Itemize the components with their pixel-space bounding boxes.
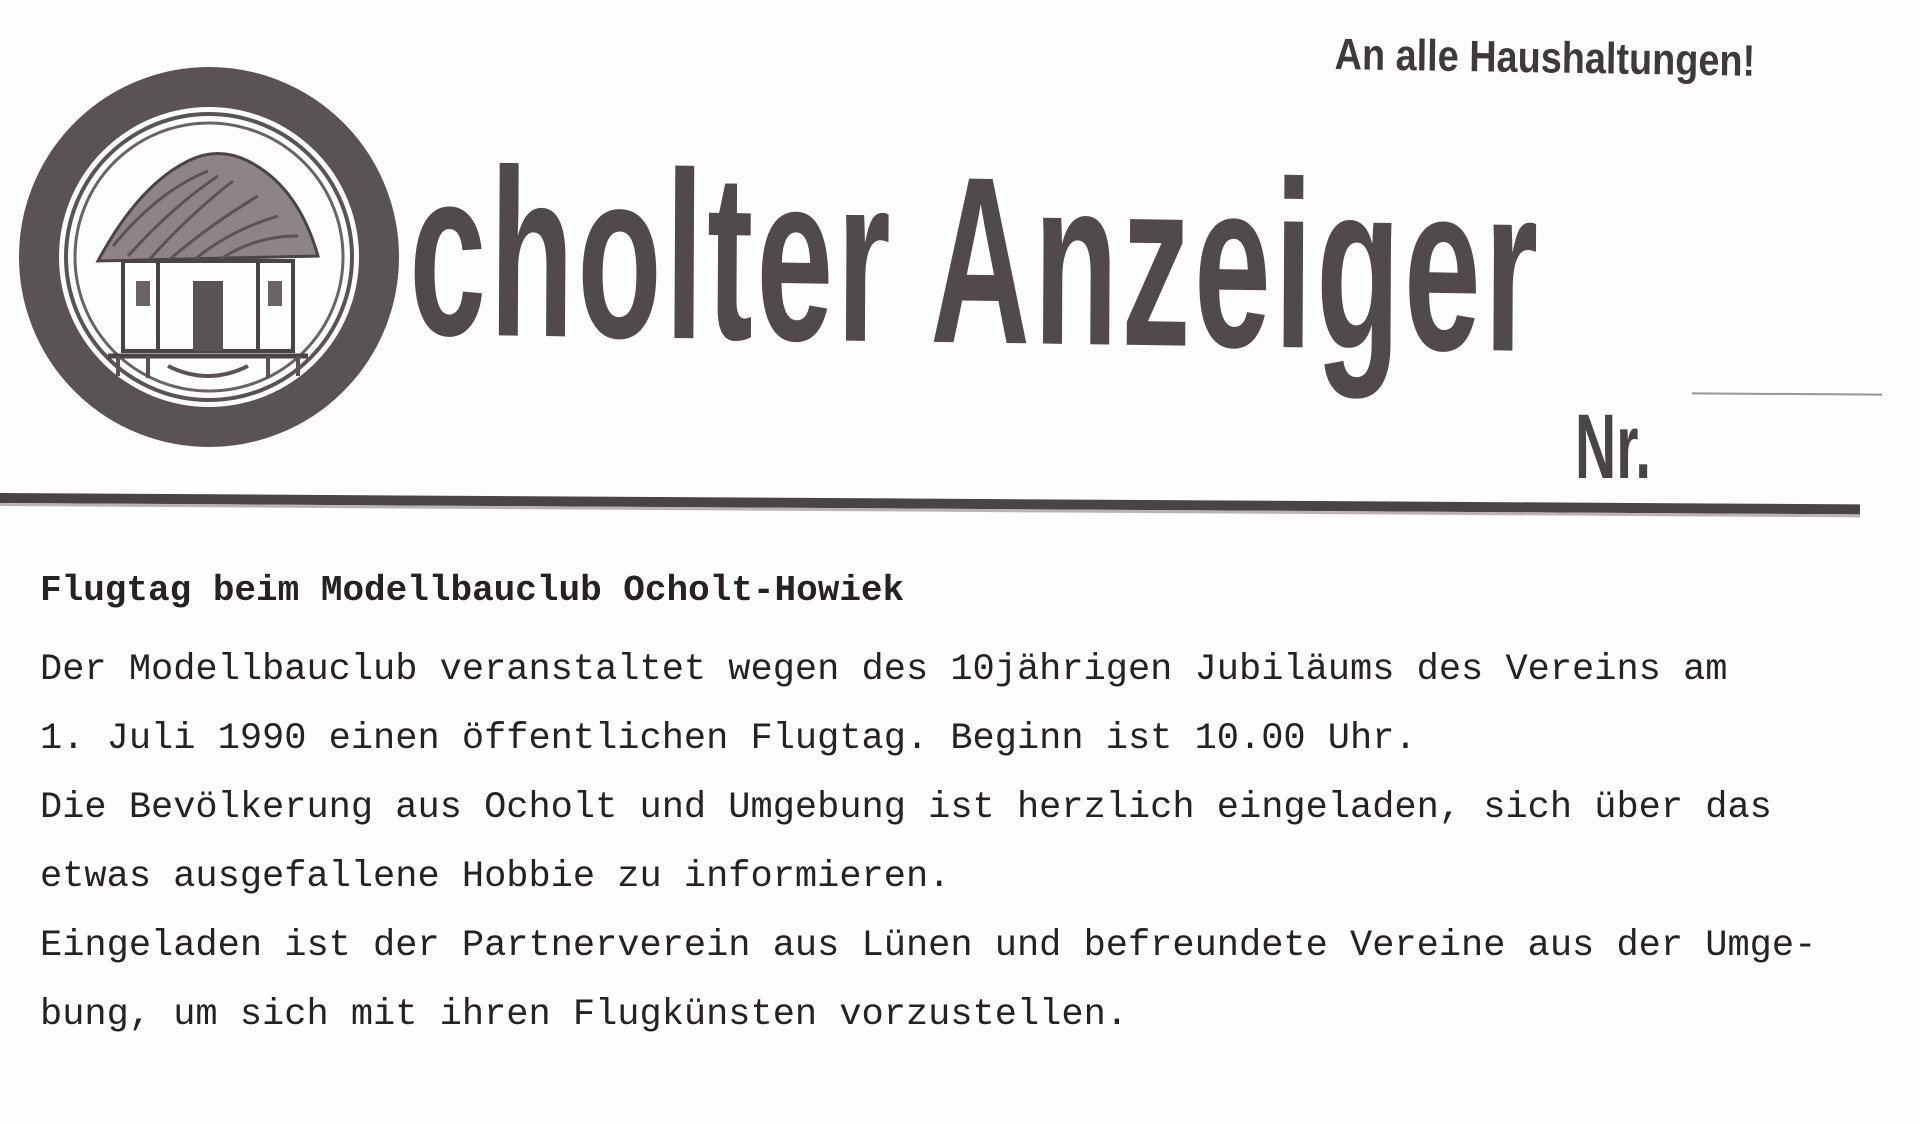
article-line: Eingeladen ist der Partnerverein aus Lünen und befreundete Vereine aus der Umge- — [40, 925, 1817, 967]
article-line: Der Modellbauclub veranstaltet wegen des 10jährigen Jubiläums des Vereins am — [40, 649, 1728, 691]
tagline: An alle Haushaltungen! — [1334, 30, 1756, 86]
issue-number-label: Nr. — [1575, 396, 1652, 498]
newspaper-title: cholter Anzeiger — [408, 120, 1543, 403]
article-line: etwas ausgefallene Hobbie zu informieren. — [40, 856, 951, 898]
article-line: bung, um sich mit ihren Flugkünsten vorzustellen. — [40, 994, 1128, 1036]
issue-number-line — [1692, 392, 1882, 395]
article — [40, 568, 1900, 1050]
article-headline: Flugtag beim Modellbauclub Ocholt-Howiek — [40, 570, 905, 611]
article-line: Die Bevölkerung aus Ocholt und Umgebung ist herzlich eingeladen, sich über das — [40, 787, 1772, 829]
thatched-hut-emblem-icon — [18, 66, 400, 448]
article-line: 1. Juli 1990 einen öffentlichen Flugtag. Beginn ist 10.00 Uhr. — [40, 718, 1417, 760]
